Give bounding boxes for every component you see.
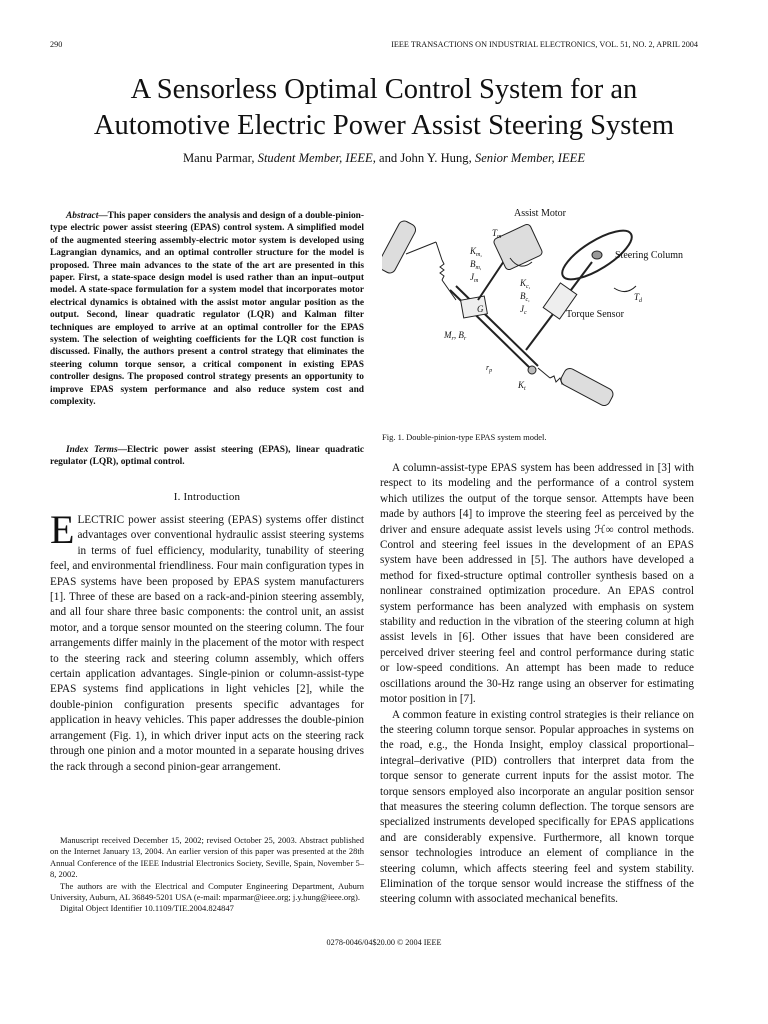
paragraph-torque-sensor: A common feature in existing control strategies is their reliance on the steering column torque sensor. Popular approaches in systems on the road, e.g., the Honda Insight, employ classical proportional–integral–derivative (PID) controllers that interpret data from the torque sensor to generate current inputs for the assist motor. The torque sensors employed also incorporate an angular position sensor that measures the steering column deflection. The torque sensors are specialized instruments developed specifically for EPAS applications and are considerably expensive. Furthermore, all known torque sensor technologies introduce an element of compliance in the steering column, which affects steering feel and system stability. Elimination of the torque sensor would increase the stiffness of the steering column with associated mechanical benefits.	[380, 708, 694, 906]
label-torque-sensor: Torque Sensor	[566, 309, 624, 320]
author-2-role: Senior Member, IEEE	[474, 151, 586, 165]
index-terms	[50, 444, 364, 469]
svg-text:Jm: $J_m$	[470, 272, 479, 284]
epas-diagram	[382, 200, 702, 430]
left-spring	[440, 260, 444, 280]
paper-title	[40, 72, 728, 144]
svg-text:Km,: $K_{m,}$	[470, 246, 482, 258]
author-1: Manu Parmar,	[182, 151, 255, 165]
figure-caption: Fig. 1. Double-pinion-type EPAS system model.	[382, 432, 547, 442]
abstract	[50, 210, 364, 409]
page-number: 290	[50, 40, 63, 49]
svg-text:Tm: $T_m$	[492, 228, 502, 240]
left-wheel	[382, 219, 418, 275]
svg-text:Kt: $K_t$	[518, 380, 526, 392]
index-terms-text: —Electric power assist steering (EPAS), linear quadratic regulator (LQR), optimal control.	[50, 445, 364, 468]
svg-text:Bm,: $B_{m,}$	[470, 259, 482, 271]
section-heading: I. Introduction	[173, 491, 241, 503]
footnote-affiliation: The authors are with the Electrical and Computer Engineering Department, Auburn University, Auburn, AL 36849-5201 USA (e-mail: mparmar@ieee.org; j.y.hung@ieee.org).	[50, 880, 364, 903]
assist-motor-body	[493, 223, 544, 271]
journal-header: IEEE TRANSACTIONS ON INDUSTRIAL ELECTRONICS, VOL. 51, NO. 2, APRIL 2004	[391, 40, 698, 49]
label-g: G	[477, 304, 484, 314]
right-wheel	[559, 366, 615, 407]
title-line-1: A Sensorless Optimal Control System for an	[130, 74, 638, 105]
title-line-2: Automotive Electric Power Assist Steering System	[93, 110, 675, 141]
svg-text:rp: $r_p$	[486, 363, 493, 374]
footnote	[50, 835, 364, 915]
paragraph-related-work: A column-assist-type EPAS system has been addressed in [3] with respect to its modeling and the performance of a control system which utilizes the output of the torque sensor. Attempts have been made by authors [4] to improve the steering feel as perceived by the driver and ensure adequate assist levels using ℋ∞ control methods. Control and steering feel issues in the development of an EPAS system have been addressed in [5]. The authors have developed a method for fixed-structure optimal controller synthesis based on a nonlinear constrained optimization procedure. An EPAS control system performance has been analyzed with emphasis on system stability and reduction in the vibration of the steering column at high assist levels in [6]. Other issues that have been considered are perceived driver steering feel and control performance during static or low-speed conditions. An attempt has been made to reduce oscillations around the 30-Hz range using an observer for estimating motor position in [7].	[380, 462, 694, 706]
footnote-doi: Digital Object Identifier 10.1109/TIE.2004.824847	[60, 903, 234, 914]
svg-text:Bc,: $B_{c,}$	[520, 291, 530, 303]
copyright-footer: 0278-0046/04$20.00 © 2004 IEEE	[326, 938, 442, 947]
svg-text:Td: $T_d$	[634, 292, 643, 304]
index-terms-label: Index Terms	[66, 445, 118, 455]
rack-pinion	[528, 366, 536, 374]
left-tie-arm	[406, 242, 436, 254]
author-1-role: Student Member, IEEE,	[257, 151, 376, 165]
label-steering-column: Steering Column	[615, 250, 684, 261]
abstract-text: —This paper considers the analysis and design of a double-pinion-type electric power assist steering (EPAS) control system. A simplified model of the augmented steering assembly-electric motor system is developed using Lagrangian dynamics, and an optimal controller structure for the model is proposed. Three main advances to the state of the art are presented in this paper. First, a state-space design model is used rather than an input–output model. A state-space formulation for a system model that incorporates motor electrical dynamics is obtained with the assist motor angular position as the output. Second, linear quadratic regulator (LQR) and Kalman filter techniques are employed to arrive at an optimal controller for the EPAS system. The selection of weighting coefficients for the LQR cost function is discussed. Finally, the authors present a control strategy that eliminates the steering column torque sensor, a critical component in existing EPAS controller designs. The proposed control strategy presents an opportunity to improve EPAS system performance and also reduce system cost and complexity.	[50, 211, 364, 408]
author-line	[40, 151, 728, 166]
footnote-manuscript: Manuscript received December 15, 2002; revised October 25, 2003. Abstract published on the Internet January 13, 2004. An earlier version of this paper was presented at the 28th Annual Conference of the IEEE Industrial Electronics Society, Seville, Spain, November 5–8, 2002.	[50, 835, 364, 880]
svg-text:Jc: $J_c$	[520, 304, 527, 316]
right-column-text	[380, 461, 694, 908]
abstract-label: Abstract	[66, 211, 99, 221]
figure-1	[382, 200, 702, 430]
drop-cap: E	[50, 507, 75, 552]
intro-paragraph	[50, 507, 364, 775]
driver-torque-arrow	[614, 286, 636, 292]
label-assist-motor: Assist Motor	[514, 208, 566, 219]
motor-shaft	[478, 258, 506, 300]
author-2: and John Y. Hung,	[379, 151, 472, 165]
svg-text:Kc,: $K_{c,}$	[520, 278, 531, 290]
intro-text: LECTRIC power assist steering (EPAS) systems offer distinct advantages over conventional hydraulic assist steering systems in terms of fuel efficiency, modularity, tunability of steering feel, and environmental friendliness. Four main configuration types in EPAS systems have been proposed by EPAS system manufacturers [1]. Three of these are based on a rack-and-pinion steering assembly, and all four share three basic components: the control unit, an assist motor, and a torque sensor mounted on the steering column. The four arrangements differ mainly in the placement of the motor with respect to the steering rack and steering column assembly, which offers certain application advantages. Single-pinion or column-assist-type EPAS systems find applications in light vehicles [2], while the double-pinion configuration presents specific advantages for application in heavy vehicles. This paper addresses the double-pinion arrangement (Fig. 1), in which driver input acts on the steering rack through one pinion and a motor mounted in a separate housing drives the rack through a second pinion-gear arrangement.	[50, 514, 364, 773]
svg-text:Mr, Br: $M_r$, $B_r$	[444, 330, 467, 342]
